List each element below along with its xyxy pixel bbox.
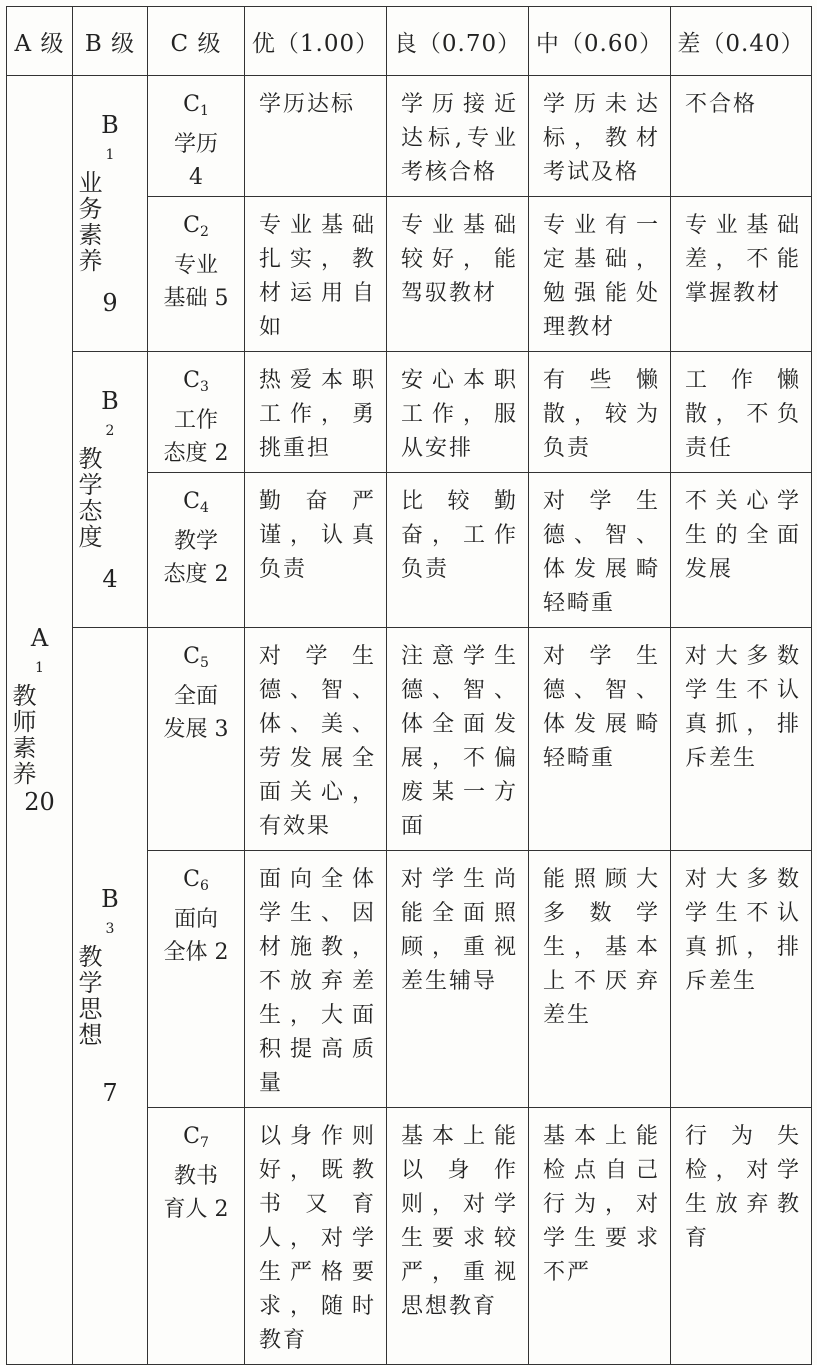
c7-poor: 行为失检，对学生放弃教育	[671, 1108, 812, 1365]
c4-cell: $C_4$ 教学 态度 2	[148, 473, 245, 628]
c4-good: 比较勤奋，工作负责	[387, 473, 529, 628]
c3-good: 安心本职工作，服从安排	[387, 352, 529, 473]
c1-excellent: 学历达标	[245, 76, 387, 197]
b3-score: 7	[102, 1079, 118, 1107]
c3-poor: 工作懒散，不负责任	[671, 352, 812, 473]
c7-medium: 基本上能检点自己行为，对学生要求不严	[529, 1108, 671, 1365]
a1-cell: A 1 教师素养 20	[7, 76, 73, 1365]
c6-good: 对学生尚能全面照顾，重视差生辅导	[387, 851, 529, 1108]
b1-label: 业务素养	[74, 169, 102, 274]
c3-excellent: 热爱本职工作，勇挑重担	[245, 352, 387, 473]
c3-medium: 有些懒散，较为负责	[529, 352, 671, 473]
table-row	[7, 76, 812, 197]
table-row	[7, 352, 812, 473]
header-medium: 中（0.60）	[529, 7, 671, 76]
c3-cell: $C_3$ 工作 态度 2	[148, 352, 245, 473]
c6-medium: 能照顾大多数学生，基本上不厌弃差生	[529, 851, 671, 1108]
c1-good: 学历接近达标,专业考核合格	[387, 76, 529, 197]
b3-label: 教学思想	[74, 944, 102, 1048]
a1-score: 20	[24, 788, 55, 816]
header-a-level: A 级	[7, 7, 73, 76]
b2-label: 教学态度	[74, 445, 102, 550]
b1-cell: B 1 业务素养 9	[73, 76, 148, 352]
header-excellent: 优（1.00）	[245, 7, 387, 76]
header-c-level: C 级	[148, 7, 245, 76]
c7-good: 基本上能以身作则，对学生要求较严，重视思想教育	[387, 1108, 529, 1365]
c2-medium: 专业有一定基础，勉强能处理教材	[529, 197, 671, 352]
b2-score: 4	[102, 564, 118, 593]
header-b-level: B 级	[73, 7, 148, 76]
b1-score: 9	[102, 288, 118, 317]
c1-medium: 学历未达标，教材考试及格	[529, 76, 671, 197]
c5-good: 注意学生德、智、体全面发展，不偏废某一方面	[387, 628, 529, 851]
c6-poor: 对大多数学生不认真抓，排斥差生	[671, 851, 812, 1108]
header-good: 良（0.70）	[387, 7, 529, 76]
c5-poor: 对大多数学生不认真抓，排斥差生	[671, 628, 812, 851]
b3-cell: B 3 教学思想 7	[73, 628, 148, 1365]
c1-cell: $C_1$ 学历 4	[148, 76, 245, 197]
c2-cell: $C_2$ 专业 基础 5	[148, 197, 245, 352]
c5-cell: $C_5$ 全面 发展 3	[148, 628, 245, 851]
c2-poor: 专业基础差，不能掌握教材	[671, 197, 812, 352]
a1-label: 教师素养	[8, 683, 36, 787]
c2-excellent: 专业基础扎实，教材运用自如	[245, 197, 387, 352]
c5-excellent: 对学生德、智、体、美、劳发展全面关心，有效果	[245, 628, 387, 851]
c4-excellent: 勤奋严谨，认真负责	[245, 473, 387, 628]
c5-medium: 对学生德、智、体发展畸轻畸重	[529, 628, 671, 851]
c4-medium: 对学生德、智、体发展畸轻畸重	[529, 473, 671, 628]
header-row	[7, 7, 812, 76]
evaluation-table	[6, 6, 812, 1365]
c1-poor: 不合格	[671, 76, 812, 197]
c6-excellent: 面向全体学生、因材施教，不放弃差生，大面积提高质量	[245, 851, 387, 1108]
c6-cell: $C_6$ 面向 全体 2	[148, 851, 245, 1108]
c2-good: 专业基础较好，能驾驭教材	[387, 197, 529, 352]
b2-cell: B 2 教学态度 4	[73, 352, 148, 628]
table-row	[7, 628, 812, 851]
c7-cell: $C_7$ 教书 育人 2	[148, 1108, 245, 1365]
c7-excellent: 以身作则好，既教书又育人，对学生严格要求，随时教育	[245, 1108, 387, 1365]
header-poor: 差（0.40）	[671, 7, 812, 76]
c4-poor: 不关心学生的全面发展	[671, 473, 812, 628]
